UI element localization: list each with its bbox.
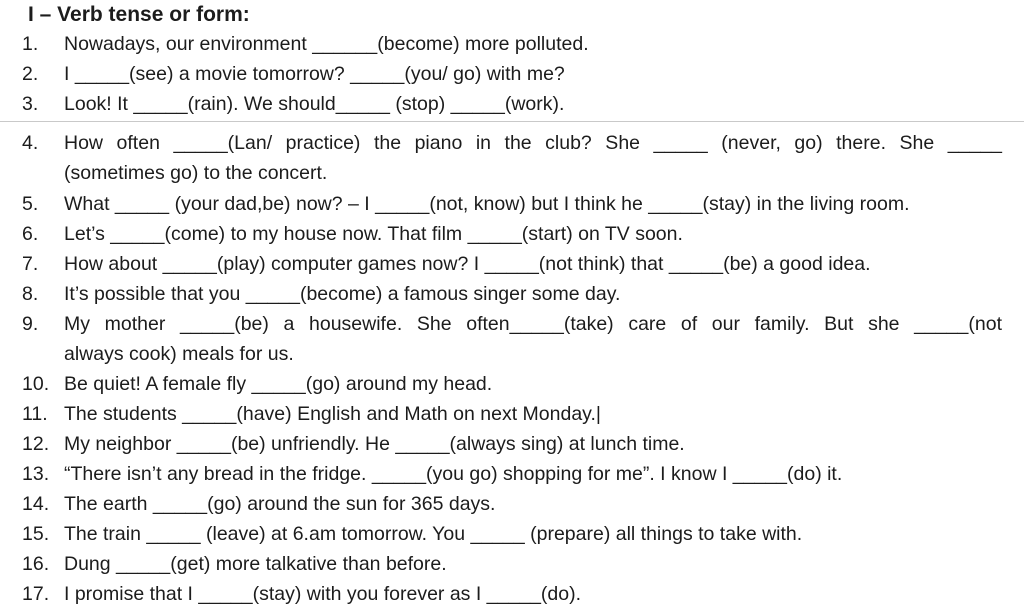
exercise-item-2	[22, 59, 1002, 89]
item-number: 8.	[22, 283, 39, 305]
item-text: How about _____(play) computer games now? I _____(not think) that _____(be) a good idea.	[64, 253, 871, 275]
item-number: 16.	[22, 553, 50, 575]
item-number: 4.	[22, 132, 39, 154]
item-number: 10.	[22, 373, 50, 395]
exercise-item-13	[22, 459, 1002, 489]
item-text: “There isn’t any bread in the fridge. _____(you go) shopping for me”. I know I _____(do) it.	[64, 463, 843, 485]
item-text: I _____(see) a movie tomorrow? _____(you/ go) with me?	[64, 63, 565, 85]
item-text: The train _____ (leave) at 6.am tomorrow. You _____ (prepare) all things to take with.	[64, 523, 803, 545]
item-number: 6.	[22, 223, 39, 245]
divider-line	[0, 121, 1024, 122]
item-text: Look! It _____(rain). We should_____ (stop) _____(work).	[64, 93, 565, 115]
exercise-item-8	[22, 279, 1002, 309]
item-text: How often _____(Lan/ practice) the piano in the club? She _____ (never, go) there. She _____	[64, 132, 1002, 154]
item-text: It’s possible that you _____(become) a famous singer some day.	[64, 283, 621, 305]
item-text: I promise that I _____(stay) with you forever as I _____(do).	[64, 583, 582, 605]
item-text: The students _____(have) English and Math on next Monday.|	[64, 403, 601, 425]
item-number: 11.	[22, 403, 48, 425]
item-4-continuation: (sometimes go) to the concert.	[64, 162, 328, 184]
item-text: My neighbor _____(be) unfriendly. He _____(always sing) at lunch time.	[64, 433, 685, 455]
item-text: Be quiet! A female fly _____(go) around my head.	[64, 373, 493, 395]
exercise-item-9	[22, 309, 1002, 339]
item-text: What _____ (your dad,be) now? – I _____(not, know) but I think he _____(stay) in the living room.	[64, 193, 910, 215]
exercise-item-7	[22, 249, 1002, 279]
exercise-item-16	[22, 549, 1002, 579]
exercise-item-12	[22, 429, 1002, 459]
item-number: 14.	[22, 493, 50, 515]
exercise-item-3	[22, 89, 1002, 119]
item-number: 13.	[22, 463, 50, 485]
item-text: Dung _____(get) more talkative than before.	[64, 553, 447, 575]
item-text: Nowadays, our environment ______(become) more polluted.	[64, 33, 589, 55]
exercise-item-11	[22, 399, 1002, 429]
exercise-item-5	[22, 189, 1002, 219]
section-heading: I – Verb tense or form:	[28, 3, 250, 26]
item-number: 12.	[22, 433, 50, 455]
item-number: 7.	[22, 253, 39, 275]
exercise-item-1	[22, 29, 1002, 59]
exercise-item-10	[22, 369, 1002, 399]
item-number: 2.	[22, 63, 39, 85]
item-number: 3.	[22, 93, 39, 115]
exercise-item-4	[22, 128, 1002, 158]
item-number: 15.	[22, 523, 50, 545]
item-number: 1.	[22, 33, 39, 55]
exercise-item-17	[22, 579, 1002, 609]
exercise-item-15	[22, 519, 1002, 549]
item-number: 9.	[22, 313, 39, 335]
exercise-item-6	[22, 219, 1002, 249]
item-text: Let’s _____(come) to my house now. That film _____(start) on TV soon.	[64, 223, 683, 245]
item-text: My mother _____(be) a housewife. She often_____(take) care of our family. But she _____(not	[64, 313, 1002, 335]
item-text: The earth _____(go) around the sun for 365 days.	[64, 493, 496, 515]
item-9-continuation: always cook) meals for us.	[64, 343, 294, 365]
exercise-item-14	[22, 489, 1002, 519]
item-number: 17.	[22, 583, 50, 605]
item-number: 5.	[22, 193, 39, 215]
